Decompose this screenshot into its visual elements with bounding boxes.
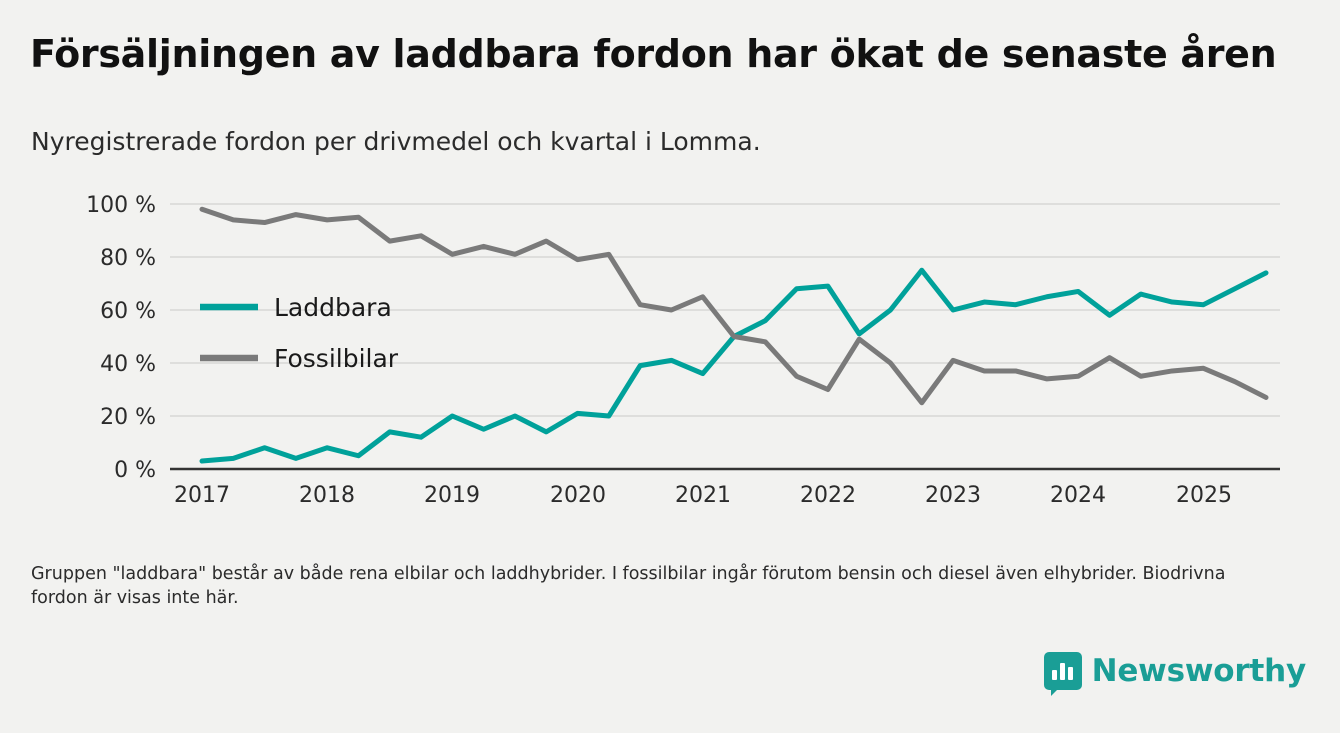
y-tick-label: 60 % [100,299,156,324]
chart-legend [200,293,399,373]
x-tick-label: 2017 [174,483,230,508]
y-tick-label: 100 % [86,193,156,218]
line-chart [30,180,1310,510]
chart-svg [30,180,1310,510]
chart-footnote: Gruppen "laddbara" består av både rena elbilar och laddhybrider. I fossilbilar ingår förutom bensin och diesel även elhybrider. Biodrivna fordon är visas inte här. [31,564,1226,609]
y-tick-label: 80 % [100,246,156,271]
x-tick-label: 2018 [299,483,355,508]
x-tick-label: 2022 [800,483,856,508]
logo-bars [1044,652,1082,690]
y-tick-label: 0 % [114,458,156,483]
y-tick-label: 40 % [100,352,156,377]
newsworthy-logo [1044,652,1306,690]
brand-name: Newsworthy [1091,653,1306,689]
page-subtitle: Nyregistrerade fordon per drivmedel och kvartal i Lomma. [31,127,761,156]
y-tick-label: 20 % [100,405,156,430]
y-axis-tick-labels [86,193,156,483]
legend-label-laddbara: Laddbara [274,293,392,322]
x-axis-tick-labels [174,483,1232,508]
x-tick-label: 2019 [424,483,480,508]
page-title: Försäljningen av laddbara fordon har ökat de senaste åren [30,32,1277,76]
bar-chart-bubble-icon [1044,652,1082,690]
x-tick-label: 2020 [550,483,606,508]
x-tick-label: 2023 [925,483,981,508]
x-tick-label: 2025 [1176,483,1232,508]
x-tick-label: 2021 [675,483,731,508]
series-lines [202,209,1266,461]
x-tick-label: 2024 [1050,483,1106,508]
legend-label-fossilbilar: Fossilbilar [274,344,399,373]
